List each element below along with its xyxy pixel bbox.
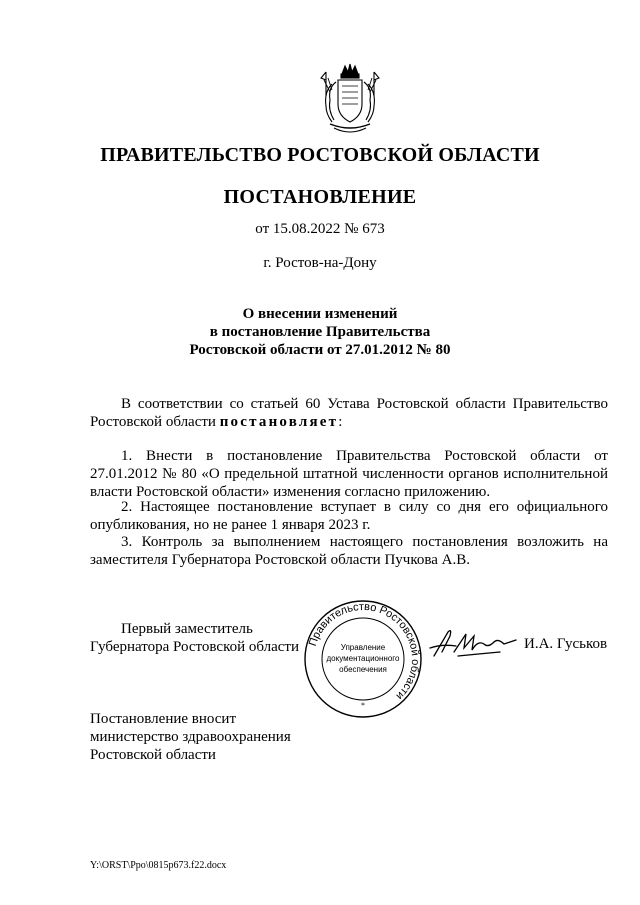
subject-line: в постановление Правительства bbox=[209, 324, 431, 340]
document-type-title: ПОСТАНОВЛЕНИЕ bbox=[223, 186, 417, 208]
handwritten-signature-icon bbox=[428, 626, 520, 660]
seal-inner-line: Управление bbox=[340, 643, 386, 652]
subject-line: О внесении изменений bbox=[242, 306, 398, 322]
document-date-number: от 15.08.2022 № 673 bbox=[255, 221, 385, 237]
resolution-item-3: 3. Контроль за выполнением настоящего постановления возложить на заместителя Губернатора Ростовской области Пучкова А.В. bbox=[90, 534, 608, 568]
document-subject bbox=[0, 305, 640, 359]
preamble-paragraph bbox=[90, 395, 608, 431]
submitter-line: министерство здравоохранения bbox=[90, 729, 291, 745]
coat-of-arms-icon bbox=[318, 62, 382, 138]
resolution-item-2: 2. Настоящее постановление вступает в силу со дня его официального опубликования, но не ранее 1 января 2023 г. bbox=[90, 499, 608, 533]
seal-inner-line: документационного bbox=[326, 654, 400, 663]
document-city: г. Ростов-на-Дону bbox=[263, 255, 377, 271]
seal-inner-line: обеспечения bbox=[339, 665, 387, 674]
resolution-item-1: 1. Внести в постановление Правительства Ростовской области от 27.01.2012 № 80 «О предельной штатной численности органов исполнительной власти Ростовской области» изменения согласно приложению. bbox=[90, 448, 608, 500]
government-name: ПРАВИТЕЛЬСТВО РОСТОВСКОЙ ОБЛАСТИ bbox=[100, 144, 540, 166]
file-path-footer: Y:\ORST\Ppo\0815p673.f22.docx bbox=[90, 860, 227, 871]
official-seal-icon bbox=[302, 598, 424, 720]
submitter-line: Постановление вносит bbox=[90, 711, 237, 727]
subject-line: Ростовской области от 27.01.2012 № 80 bbox=[189, 342, 451, 358]
signer-name: И.А. Гуськов bbox=[524, 636, 608, 652]
submitter-line: Ростовской области bbox=[90, 747, 216, 763]
seal-outer-text: Правительство Ростовской области bbox=[306, 600, 422, 703]
signer-title-line: Первый заместитель bbox=[121, 621, 253, 637]
preamble-end: : bbox=[338, 414, 343, 430]
preamble-text: В соответствии со статьей 60 Устава Ростовской области Правительство Ростовской области bbox=[90, 396, 608, 430]
svg-text:*: * bbox=[361, 701, 365, 710]
preamble-emphasis: постановляет bbox=[219, 414, 339, 430]
submitter-block bbox=[90, 710, 291, 764]
signer-title-line: Губернатора Ростовской области bbox=[90, 639, 300, 655]
